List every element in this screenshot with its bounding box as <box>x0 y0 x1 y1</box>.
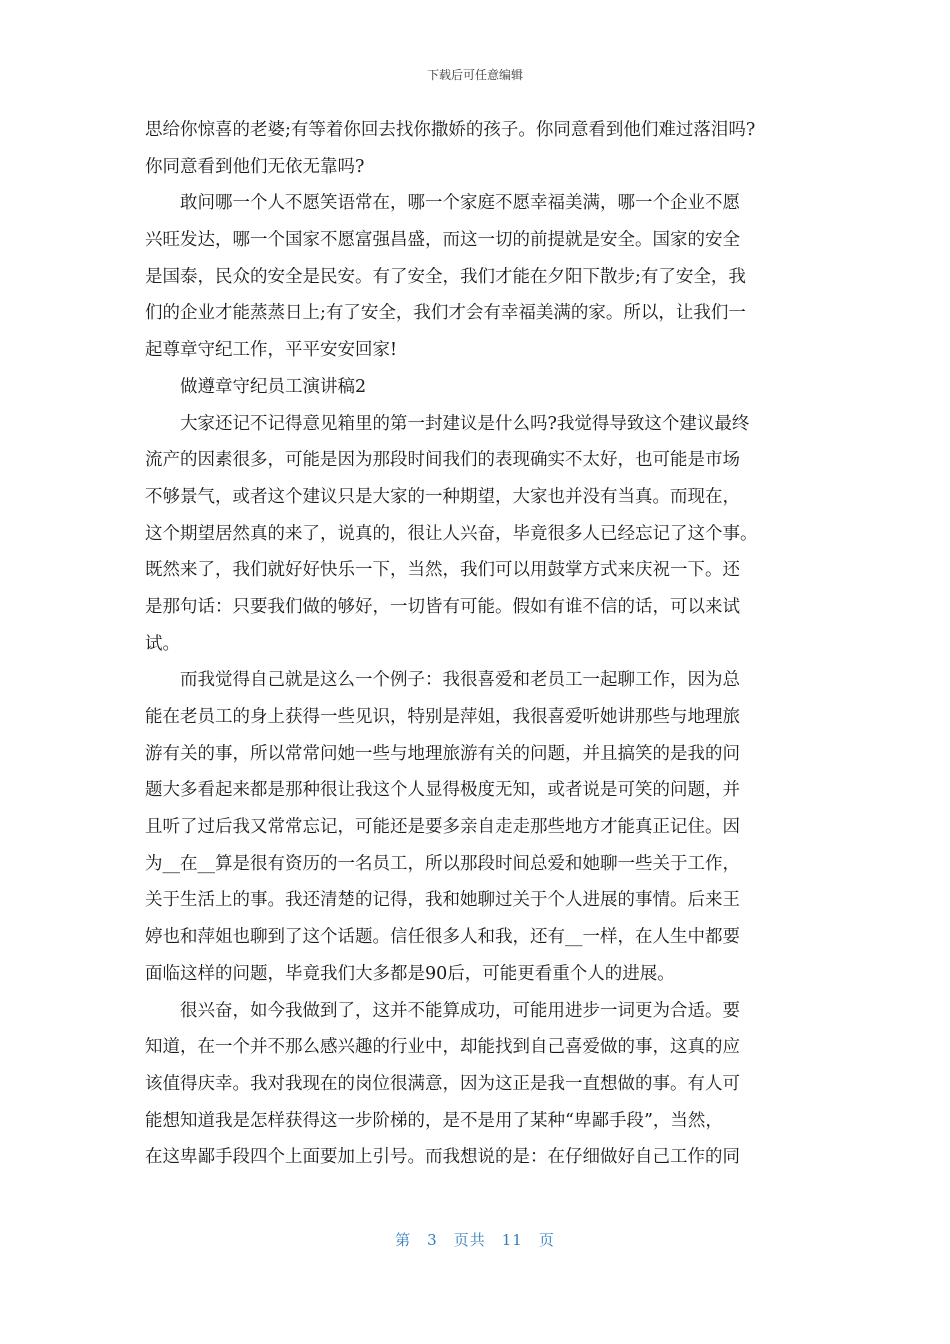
text-line: 是国泰，民众的安全是民安。有了安全，我们才能在夕阳下散步;有了安全，我 <box>145 266 746 287</box>
footer-page-of-label: 页共 <box>453 1231 486 1249</box>
text-line: 这个期望居然真的来了，说真的，很让人兴奋，毕竟很多人已经忘记了这个事。 <box>145 523 758 544</box>
page-footer <box>0 1229 950 1250</box>
text-line: 知道，在一个并不那么感兴趣的行业中，却能找到自己喜爱做的事，这真的应 <box>145 1037 740 1058</box>
text-line: 流产的因素很多，可能是因为那段时间我们的表现确实不太好，也可能是市场 <box>145 450 740 471</box>
text-line: 题大多看起来都是那种很让我这个人显得极度无知，或者说是可笑的问题，并 <box>145 780 740 801</box>
current-page-number: 3 <box>427 1231 438 1249</box>
text-line: 游有关的事，所以常常问她一些与地理旅游有关的问题，并且搞笑的是我的问 <box>145 743 740 764</box>
page-header: 下载后可任意编辑 <box>426 68 523 82</box>
text-line: 是那句话：只要我们做的够好，一切皆有可能。假如有谁不信的话，可以来试 <box>145 596 740 617</box>
paragraph-start-line: 很兴奋，如今我做到了，这并不能算成功，可能用进步一词更为合适。要 <box>180 1000 740 1021</box>
footer-page-label: 第 <box>395 1231 412 1249</box>
paragraph-start-line: 敢问哪一个人不愿笑语常在，哪一个家庭不愿幸福美满，哪一个企业不愿 <box>180 193 740 214</box>
text-line: 在这卑鄙手段四个上面要加上引号。而我想说的是：在仔细做好自己工作的同 <box>145 1147 740 1168</box>
text-line: 们的企业才能蒸蒸日上;有了安全，我们才会有幸福美满的家。所以，让我们一 <box>145 303 746 324</box>
text-line: 关于生活上的事。我还清楚的记得，我和她聊过关于个人进展的事情。后来王 <box>145 890 740 911</box>
text-line: 面临这样的问题，毕竟我们大多都是90后，可能更看重个人的进展。 <box>145 963 675 984</box>
section-title: 做遵章守纪员工演讲稿2 <box>180 376 367 397</box>
paragraph-start-line: 而我觉得自己就是这么一个例子：我很喜爱和老员工一起聊工作，因为总 <box>180 670 740 691</box>
document-body <box>145 112 825 1176</box>
text-line: 思给你惊喜的老婆;有等着你回去找你撒娇的孩子。你同意看到他们难过落泪吗? <box>145 120 756 140</box>
text-line: 且听了过后我又常常忘记，可能还是要多亲自走走那些地方才能真正记住。因 <box>145 817 740 838</box>
paragraph-start-line: 大家还记不记得意见箱里的第一封建议是什么吗?我觉得导致这个建议最终 <box>180 413 750 434</box>
text-line: 能想知道我是怎样获得这一步阶梯的，是不是用了某种“卑鄙手段”，当然， <box>145 1110 723 1131</box>
total-pages-number: 11 <box>501 1231 523 1249</box>
text-line: 能在老员工的身上获得一些见识，特别是萍姐，我很喜爱听她讲那些与地理旅 <box>145 707 740 727</box>
text-line: 不够景气，或者这个建议只是大家的一种期望，大家也并没有当真。而现在， <box>145 486 740 507</box>
text-line: 试。 <box>145 633 180 654</box>
text-line: 婷也和萍姐也聊到了这个话题。信任很多人和我，还有__一样，在人生中都要 <box>145 927 740 948</box>
text-line: 你同意看到他们无依无靠吗? <box>145 156 365 177</box>
footer-pages-label: 页 <box>538 1231 555 1249</box>
text-line: 为__在__算是很有资历的一名员工，所以那段时间总爱和她聊一些关于工作， <box>145 853 740 874</box>
text-line: 起尊章守纪工作，平平安安回家! <box>145 340 398 361</box>
text-line: 该值得庆幸。我对我现在的岗位很满意，因为这正是我一直想做的事。有人可 <box>145 1073 740 1094</box>
text-line: 既然来了，我们就好好快乐一下，当然，我们可以用鼓掌方式来庆祝一下。还 <box>145 560 740 581</box>
text-line: 兴旺发达，哪一个国家不愿富强昌盛，而这一切的前提就是安全。国家的安全 <box>145 230 740 251</box>
